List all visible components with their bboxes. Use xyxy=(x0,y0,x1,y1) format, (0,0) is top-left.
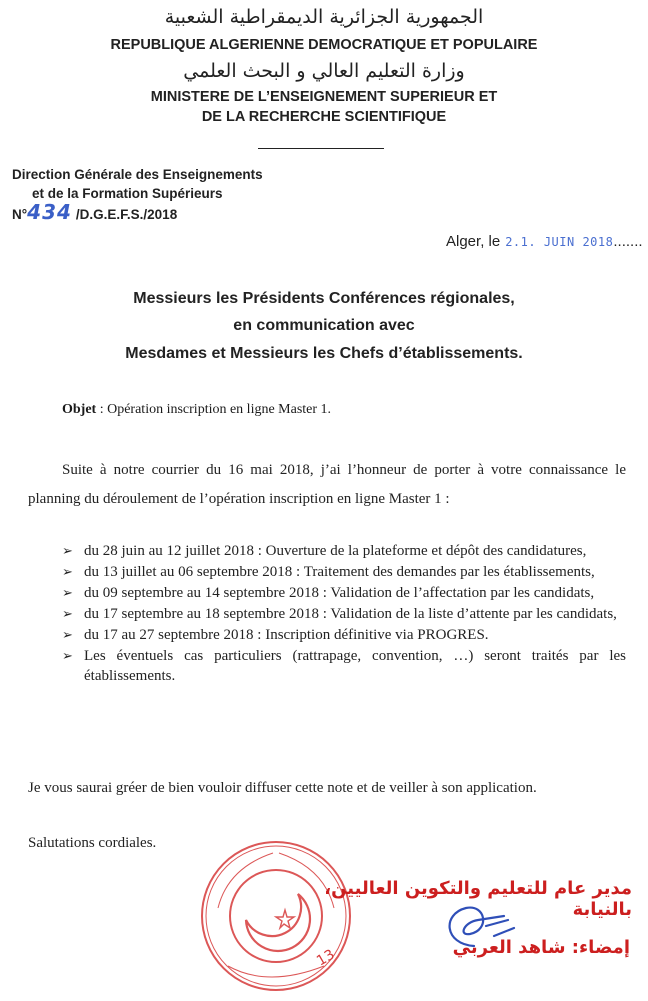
date-prefix: Alger, le xyxy=(446,233,501,250)
date-stamp: 2.1. JUIN 2018 xyxy=(505,235,614,249)
direction-line2: et de la Formation Supérieurs xyxy=(32,186,223,201)
reference-number xyxy=(12,200,177,224)
signature-title: مدير عام للتعليم والتكوين العاليين، بالنيابة xyxy=(324,878,632,920)
planning-list xyxy=(62,541,626,687)
planning-item: ➢ du 17 septembre au 18 septembre 2018 : Validation de la liste d’attente par les candidats, xyxy=(62,606,617,622)
arrow-bullet-icon: ➢ xyxy=(62,564,73,579)
arrow-bullet-icon: ➢ xyxy=(62,585,73,600)
addressee-line3: Mesdames et Messieurs les Chefs d’établissements. xyxy=(125,345,523,362)
object-label: Objet xyxy=(62,402,97,417)
header-arabic-ministry: وزارة التعليم العالي و البحث العلمي xyxy=(183,60,465,82)
arrow-bullet-icon: ➢ xyxy=(62,627,73,642)
arrow-bullet-icon: ➢ xyxy=(62,606,73,621)
planning-item: ➢ du 13 juillet au 06 septembre 2018 : Traitement des demandes par les établissements, xyxy=(62,564,595,580)
planning-item: ➢ du 28 juin au 12 juillet 2018 : Ouverture de la plateforme et dépôt des candidatures, xyxy=(62,543,587,559)
stamp-number: 13 xyxy=(314,946,338,970)
date-line xyxy=(446,233,643,250)
arrow-bullet-icon: ➢ xyxy=(62,648,73,663)
closing-request: Je vous saurai gréer de bien vouloir diffuser cette note et de veiller à son application. xyxy=(28,780,537,796)
object-text: : Opération inscription en ligne Master 1. xyxy=(96,402,332,417)
planning-item: ➢ du 09 septembre au 14 septembre 2018 : Validation de l’affectation par les candidats, xyxy=(62,585,595,601)
header-divider xyxy=(258,148,384,149)
date-suffix: ....... xyxy=(613,233,643,250)
planning-item: ➢ Les éventuels cas particuliers (rattrapage, convention, …) seront traités par les établissements. xyxy=(62,648,626,684)
arrow-bullet-icon: ➢ xyxy=(62,543,73,558)
header-republic-fr: REPUBLIQUE ALGERIENNE DEMOCRATIQUE ET POPULAIRE xyxy=(110,37,538,53)
reference-suffix: /D.G.E.F.S./2018 xyxy=(75,207,178,222)
signature-name: إمضاء: شاهد العربي xyxy=(452,937,630,958)
addressee-line2: en communication avec xyxy=(233,317,415,334)
addressee-line1: Messieurs les Présidents Conférences régionales, xyxy=(133,290,515,307)
planning-item: ➢ du 17 au 27 septembre 2018 : Inscription définitive via PROGRES. xyxy=(62,627,489,643)
intro-paragraph: Suite à notre courrier du 16 mai 2018, j’ai l’honneur de porter à votre connaissance le planning du déroulement de l’opération inscription en ligne Master 1 : xyxy=(28,462,626,507)
reference-handwritten-number: 434 xyxy=(27,200,72,224)
header-ministry-fr-line2: DE LA RECHERCHE SCIENTIFIQUE xyxy=(201,109,447,125)
header-ministry-fr-line1: MINISTERE DE L’ENSEIGNEMENT SUPERIEUR ET xyxy=(150,89,498,105)
direction-line1: Direction Générale des Enseignements xyxy=(12,167,263,182)
reference-prefix: N° xyxy=(12,207,28,222)
header-arabic-republic: الجمهورية الجزائرية الديمقراطية الشعبية xyxy=(164,6,484,28)
object-line xyxy=(62,402,331,418)
salutation: Salutations cordiales. xyxy=(28,835,157,851)
